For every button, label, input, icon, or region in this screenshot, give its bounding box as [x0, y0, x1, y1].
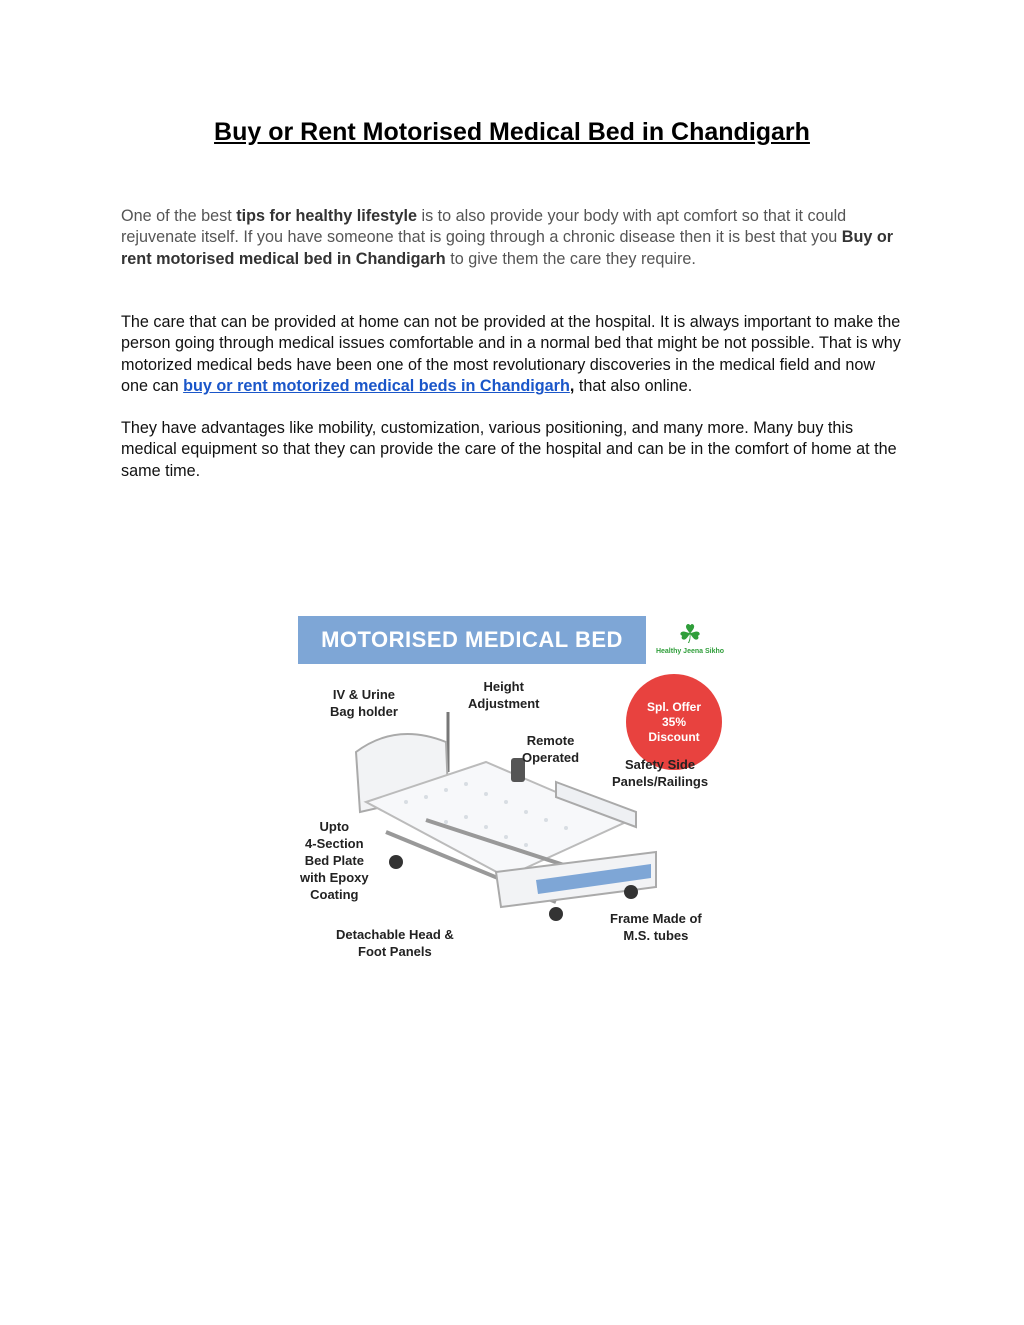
buy-rent-link[interactable]: buy or rent motorized medical beds in Chandigarh [183, 377, 570, 396]
offer-line-1: Spl. Offer [646, 699, 701, 714]
intro-text-1: One of the best [121, 207, 237, 225]
intro-text-3: to give them the care they require. [445, 249, 696, 268]
label-frame: Frame Made of M.S. tubes [610, 911, 702, 943]
label-height-adjustment: Height Adjustment [468, 679, 540, 711]
care-text-2: that also online. [574, 377, 693, 396]
offer-line-3: Discount [648, 729, 700, 744]
label-bed-plate: Upto 4-Section Bed Plate with Epoxy Coating [300, 819, 369, 902]
infographic-banner: MOTORISED MEDICAL BED [298, 616, 646, 664]
brand-logo [648, 620, 732, 655]
leaf-figure-icon: ☘ [678, 619, 702, 649]
intro-paragraph [121, 206, 901, 270]
bed-infographic [296, 612, 736, 968]
label-detachable-panels: Detachable Head & Foot Panels [336, 927, 454, 959]
intro-bold-1: tips for healthy lifestyle [236, 207, 417, 225]
page-title: Buy or Rent Motorised Medical Bed in Chandigarh [214, 118, 810, 146]
label-remote-operated: Remote Operated [522, 733, 580, 765]
intro-bold-2: Buy or rent motorised medical bed in Chandigarh [121, 228, 894, 268]
bed-illustration [336, 702, 666, 932]
offer-line-2: 35% [661, 714, 687, 729]
advantages-paragraph: They have advantages like mobility, customization, various positioning, and many more. Many buy this medical equipment so that they can provide the care of the hospital and can be in the comfort of home at the same time. [121, 419, 897, 480]
brand-name: Healthy Jeena Sikho [655, 648, 725, 655]
intro-text-2: is to also provide your body with apt comfort so that it could rejuvenate itself. If you have someone that is going through a chronic disease then it is best that you [121, 207, 847, 247]
care-text-1: The care that can be provided at home can not be provided at the hospital. It is always important to make the person going through medical issues comfortable and in a normal bed that might be not possible. That is why motorized medical beds have been one of the most revolutionary discoveries in the medical field and now one can [121, 313, 901, 396]
label-safety-panels: Safety Side Panels/Railings [612, 757, 709, 789]
label-iv-holder: IV & Urine Bag holder [330, 687, 398, 719]
care-comma: , [569, 377, 575, 396]
care-paragraph [121, 312, 901, 398]
